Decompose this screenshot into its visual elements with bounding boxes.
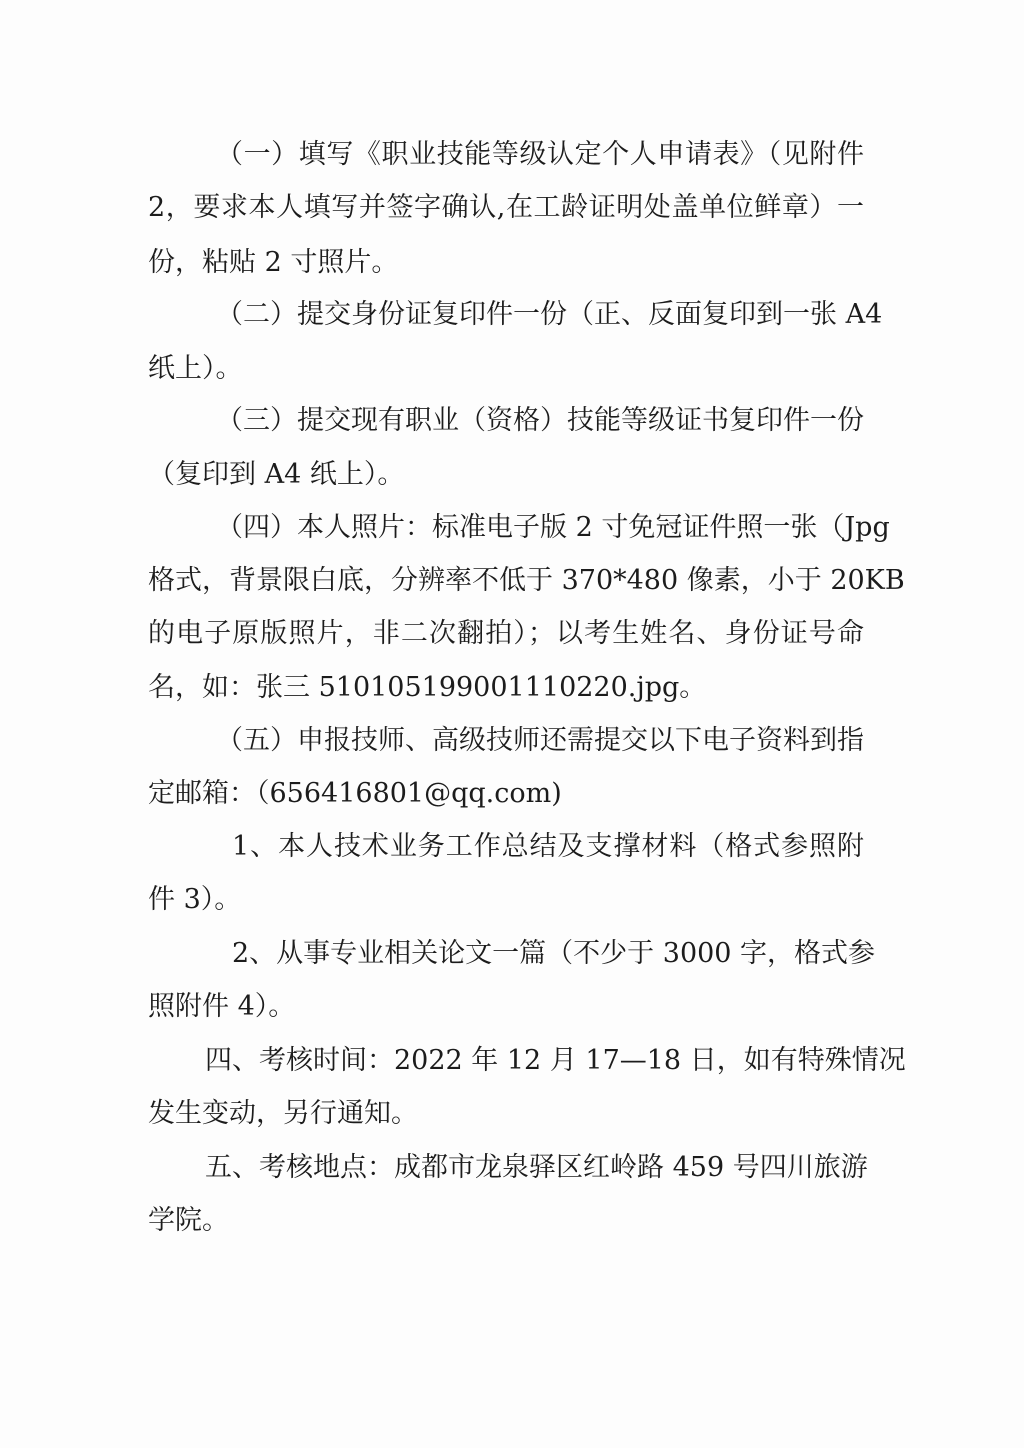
item-3-line-1: （三）提交现有职业（资格）技能等级证书复印件一份 [216,405,864,436]
subitem-2-line-1: 2、从事专业相关论文一篇（不少于 3000 字，格式参 [232,938,876,969]
item-2-line-1: （二）提交身份证复印件一份（正、反面复印到一张 A4 [216,299,883,330]
item-1-line-1: （一）填写《职业技能等级认定个人申请表》（见附件 [216,139,864,170]
subitem-1-line-2: 件 3）。 [148,884,242,915]
item-3-line-2: （复印到 A4 纸上）。 [148,459,405,490]
item-5-line-2: 定邮箱：（656416801@qq.com) [148,778,562,809]
subitem-1-line-1: 1、本人技术业务工作总结及支撑材料（格式参照附 [232,831,864,862]
item-1-line-3: 份，粘贴 2 寸照片。 [148,247,399,278]
item-4-line-1: （四）本人照片：标准电子版 2 寸免冠证件照一张（Jpg [216,512,890,543]
section-5-line-1: 五、考核地点：成都市龙泉驿区红岭路 459 号四川旅游 [205,1152,868,1183]
section-4-line-2: 发生变动，另行通知。 [148,1098,418,1129]
item-1-line-2: 2，要求本人填写并签字确认,在工龄证明处盖单位鲜章）一 [148,192,864,223]
item-4-line-2: 格式，背景限白底，分辨率不低于 370*480 像素，小于 20KB [148,565,905,596]
section-4-line-1: 四、考核时间：2022 年 12 月 17—18 日，如有特殊情况 [205,1045,906,1076]
subitem-2-line-2: 照附件 4）。 [148,991,296,1022]
item-4-line-4: 名，如：张三 510105199001110220.jpg。 [148,672,707,703]
item-5-line-1: （五）申报技师、高级技师还需提交以下电子资料到指 [216,725,864,756]
item-4-line-3: 的电子原版照片，非二次翻拍）；以考生姓名、身份证号命 [148,618,864,649]
item-2-line-2: 纸上）。 [148,353,243,384]
section-5-line-2: 学院。 [148,1205,229,1236]
